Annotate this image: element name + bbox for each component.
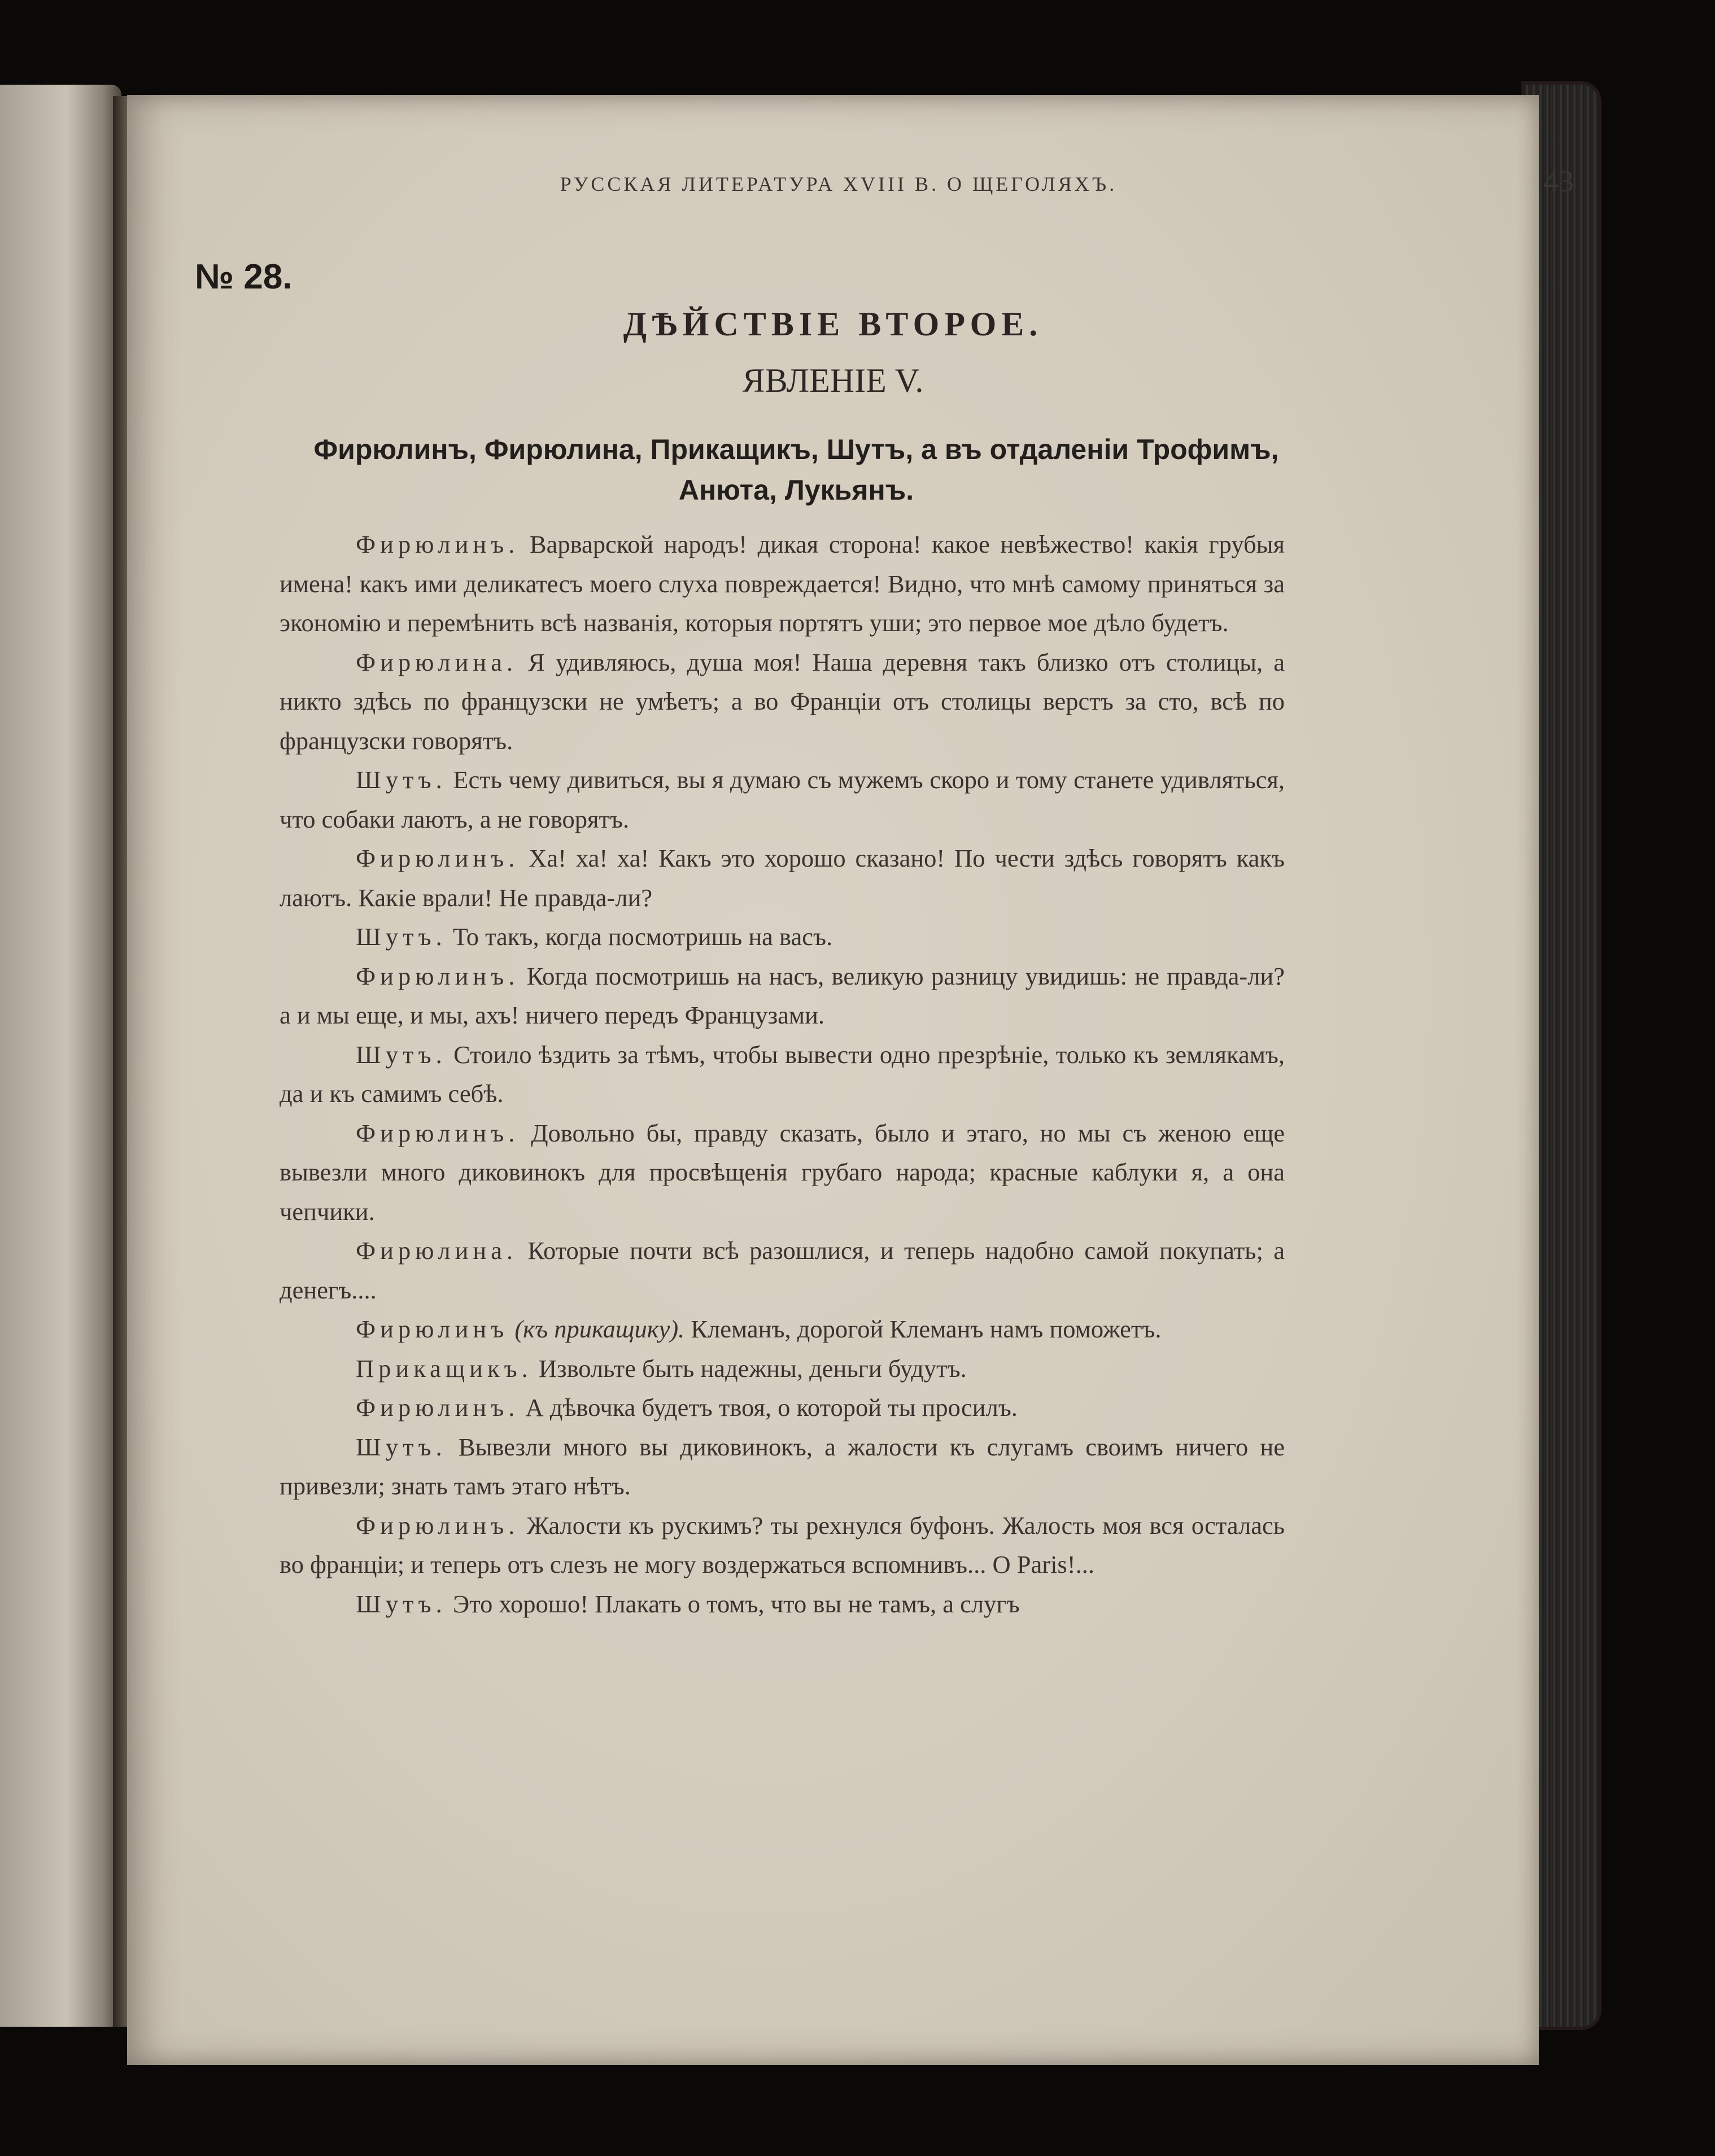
speaker-name: Фирюлина. [356,1236,518,1265]
dialogue-paragraph [280,1114,1285,1232]
page-number: 43 [1543,164,1574,198]
speech-text: Клеманъ, дорогой Клеманъ намъ поможетъ. [684,1315,1162,1343]
dialogue-paragraph [280,1428,1285,1506]
running-head: РУССКАЯ ЛИТЕРАТУРА XVIII В. О ЩЕГОЛЯХЪ. [560,173,1118,195]
dialogue-paragraph [280,1585,1285,1624]
speech-text: Я удивляюсь, душа моя! Наша деревня такъ близко отъ столицы, а никто здѣсь по французски не умѣетъ; а во Франціи отъ столицы верстъ за сто, всѣ по французски говорятъ. [280,648,1285,755]
speaker-name: Шутъ. [356,1432,447,1461]
speaker-name: Фирюлинъ. [356,844,520,872]
speech-text: Которые почти всѣ разошлися, и теперь надобно самой покупать; а денегъ.... [280,1236,1285,1304]
previous-page-edge [0,85,121,2027]
speech-text: Стоило ѣздить за тѣмъ, чтобы вывести одно презрѣніе, только къ землякамъ, да и къ самимъ себѣ. [280,1040,1285,1108]
dialogue-paragraph [280,1310,1285,1349]
speaker-name: Шутъ. [356,766,447,794]
scene-title: ЯВЛЕНІЕ V. [742,362,924,399]
act-title: ДѢЙСТВІЕ ВТОРОЕ. [623,305,1043,343]
speaker-name: Фирюлинъ. [356,961,520,990]
speech-text: Когда посмотришь на насъ, великую разницу увидишь: не правда-ли? а и мы еще, и мы, ахъ! ничего передъ Французами. [280,961,1285,1029]
speaker-name: Фирюлинъ. [356,530,520,558]
dialogue-paragraph [280,525,1285,643]
entry-number-stamp: № 28. [195,257,293,296]
dialogue-paragraph [280,1349,1285,1389]
speaker-name: Фирюлинъ. [356,1393,520,1422]
dialogue-paragraph [280,917,1285,957]
speech-text: Это хорошо! Плакать о томъ, что вы не тамъ, а слугъ [446,1589,1020,1618]
speaker-name: Фирюлинъ. [356,1118,520,1147]
speaker-name: Фирюлинъ [356,1315,509,1343]
speech-text: Извольте быть надежны, деньги будутъ. [532,1354,967,1383]
dialogue-paragraph [280,1388,1285,1428]
dialogue-paragraph [280,643,1285,761]
dialogue-paragraph [280,1231,1285,1310]
speech-text: Варварской народъ! дикая сторона! какое невѣжество! какія грубыя имена! какъ ими деликатесъ моего слуха повреждается! Видно, что мнѣ самому приняться за экономію и перемѣнить всѣ названія, которыя портятъ уши; это первое мое дѣло будетъ. [280,530,1285,637]
speaker-name: Фирюлина. [356,648,518,676]
stage-direction: (къ прикащику). [508,1315,685,1343]
dialogue-paragraph [280,839,1285,917]
speaker-name: Фирюлинъ. [356,1511,520,1540]
dialogue-paragraph [280,1035,1285,1114]
speech-text: Вывезли много вы диковинокъ, а жалости къ слугамъ своимъ ничего не привезли; знать тамъ этаго нѣтъ. [280,1432,1285,1500]
cast-list: Фирюлинъ, Фирюлина, Прикащикъ, Шутъ, а въ отдаленіи Трофимъ, Анюта, Лукьянъ. [313,434,1279,506]
speech-text: Ха! ха! ха! Какъ это хорошо сказано! По чести здѣсь говорятъ какъ лаютъ. Какіе врали! Не правда-ли? [280,844,1285,912]
speech-text: А дѣвочка будетъ твоя, о которой ты просилъ. [519,1393,1018,1422]
dialogue-paragraph [280,957,1285,1035]
speech-text: Довольно бы, правду сказать, было и этаго, но мы съ женою еще вывезли много диковинокъ для просвѣщенія грубаго народа; красные каблуки я, а она чепчики. [280,1118,1285,1226]
speech-text: Есть чему дивиться, вы я думаю съ мужемъ скоро и тому станете удивляться, что собаки лаютъ, а не говорятъ. [280,766,1285,833]
speaker-name: Шутъ. [356,1589,447,1618]
dialogue-text [280,525,1285,1624]
dialogue-paragraph [280,1506,1285,1585]
speaker-name: Шутъ. [356,1040,447,1069]
speech-text: Жалости къ рускимъ? ты рехнулся буфонъ. Жалость моя вся осталась во франціи; и теперь отъ слезъ не могу воздержаться вспомнивъ... О Paris!... [280,1511,1285,1578]
speaker-name: Прикащикъ. [356,1354,533,1383]
dialogue-paragraph [280,760,1285,839]
speech-text: То такъ, когда посмотришь на васъ. [446,922,833,951]
speaker-name: Шутъ. [356,922,447,951]
